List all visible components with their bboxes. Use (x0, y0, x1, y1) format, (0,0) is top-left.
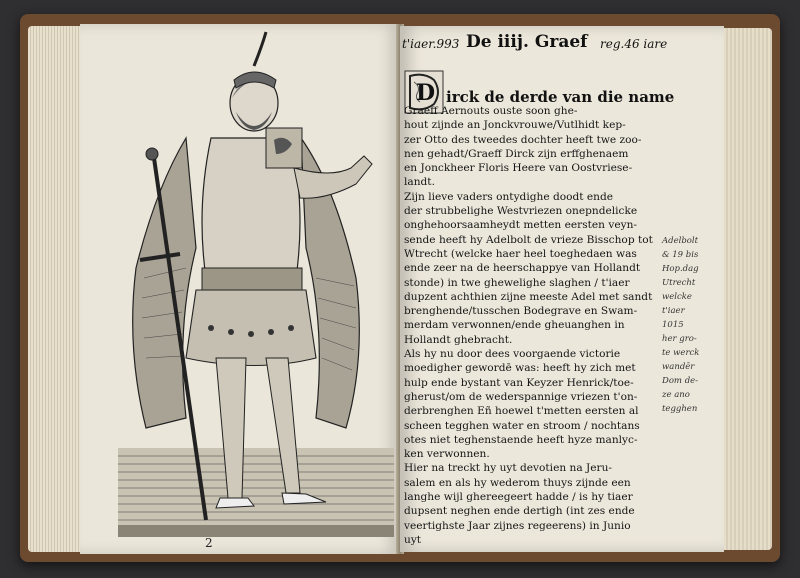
margin-note: Dom de- (662, 376, 699, 386)
text-line: der strubbelighe Westvriezen onepndelicke (404, 205, 638, 218)
text-line: zer Otto des tweedes dochter heeft twe zoo- (404, 133, 642, 146)
chapter-title: irck de derde van die name (446, 88, 675, 106)
text-line: Wtrecht (welcke haer heel toeghedaen was (404, 247, 637, 260)
body-text (404, 104, 659, 547)
text-line: langhe wijl ghereegeert hadde / is hy tiaer (404, 491, 633, 504)
margin-notes (662, 234, 724, 416)
sword-pommel (146, 148, 158, 160)
margin-note: 1015 (662, 320, 684, 330)
text-line: scheen tegghen water en stroom / nochtans (404, 419, 640, 432)
text-line: Zijn lieve vaders ontydighe doodt ende (404, 190, 614, 203)
belt (202, 268, 302, 290)
page-edges-right (722, 28, 772, 550)
text-line: landt. (404, 176, 435, 189)
page-number: 2 (205, 536, 213, 550)
header-reign: reg.46 iare (600, 37, 668, 51)
margin-note: her gro- (662, 334, 697, 344)
margin-note: tegghen (662, 404, 698, 414)
drop-cap-letter: D (416, 80, 436, 106)
margin-note: t'iaer (662, 306, 685, 316)
margin-note: Hop.dag (662, 264, 699, 274)
text-line: derbrenghen Eñ hoewel t'metten eersten al (404, 405, 639, 418)
text-line: Als hy nu door dees voorgaende victorie (404, 348, 621, 361)
armor-skirt (186, 290, 316, 366)
text-line: nen gehadt/Graeff Dirck zijn erffghenaem (404, 147, 629, 160)
text-line: Hier na treckt hy uyt devotien na Jeru- (404, 462, 613, 475)
text-line: sende heeft hy Adelbolt de vrieze Bisschop tot (404, 233, 653, 246)
text-line: onghehoorsaamheydt metten eersten veyn- (404, 219, 638, 232)
text-line: Hollandt ghebracht. (404, 333, 513, 346)
text-line: en Jonckheer Floris Heere van Oostvriese- (404, 162, 633, 175)
margin-note: welcke (662, 292, 692, 302)
margin-note: & 19 bis (662, 250, 699, 260)
header-year: t'iaer.993 (402, 37, 460, 51)
text-line: veertighste Jaar zijnes regeerens) in Junio (404, 519, 631, 532)
text-line: dupsent neghen ende dertigh (int zes ende (404, 505, 635, 518)
text-line: merdam verwonnen/ende gheuanghen in (404, 319, 625, 332)
text-line: ende zeer na de heerschappye van Hollandt (404, 262, 641, 275)
margin-note: ze ano (662, 390, 690, 400)
left-shoe (216, 498, 254, 508)
text-line: stonde) in twe ghewelighe slaghen / t'iaer (404, 276, 630, 289)
text-line: moedigher gewordē was: heeft hy zich met (404, 362, 636, 375)
running-header (402, 32, 712, 56)
text-line: Graeff Aernouts ouste soon ghe- (404, 105, 578, 117)
engraved-portrait (116, 28, 396, 540)
text-line: gherust/om de wederspannige vriezen t'on- (404, 390, 638, 403)
text-line: hulp ende bystant van Keyzer Henrick/toe- (404, 376, 634, 389)
header-title: De iiij. Graef (466, 32, 588, 52)
feather-plume (254, 32, 266, 66)
engraving-base (118, 525, 394, 537)
margin-note: te werck (662, 348, 700, 358)
text-line: hout zijnde an Jonckvrouwe/Vutlhidt kep- (404, 119, 626, 132)
page-edges-left (28, 26, 88, 552)
text-line: ken verwonnen. (404, 448, 490, 461)
text-line: dupzent achthien zijne meeste Adel met sandt (404, 290, 653, 303)
text-line: otes niet teghenstaende heeft hyze manlyc- (404, 433, 638, 446)
margin-note: wandēr (662, 362, 695, 372)
margin-note: Adelbolt (662, 236, 699, 246)
margin-note: Utrecht (662, 278, 696, 288)
text-line: salem en als hy wederom thuys zijnde een (404, 476, 631, 489)
text-line: uyt (404, 533, 422, 546)
text-line: brenghende/tusschen Bodegrave en Swam- (404, 305, 638, 318)
